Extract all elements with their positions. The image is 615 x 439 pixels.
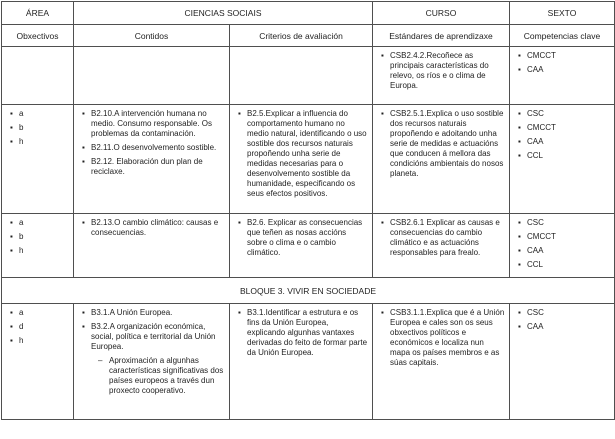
list-item-text: B2.13.O cambio climático: causas e consecuencias. [91, 218, 219, 237]
cell-criterios [230, 105, 373, 214]
cell-obxectivos [2, 105, 74, 214]
square-bullet-icon: ▪ [10, 232, 13, 241]
cell-competencias [510, 304, 615, 420]
square-bullet-icon: ▪ [10, 246, 13, 255]
square-bullet-icon: ▪ [10, 336, 13, 345]
bullet-list [518, 51, 610, 75]
list-item-text: CSB2.5.1.Explica o uso sostible dos recursos naturais propoñendo e adoitando unha serie de medidas e actuacións que conducen á mellora das condicións ambientais do nosos planeta. [390, 109, 504, 178]
list-item [82, 157, 225, 177]
header-curso: CURSO [373, 2, 510, 25]
cell-contidos [74, 214, 230, 278]
cell-estandares [373, 214, 510, 278]
square-bullet-icon: ▪ [10, 322, 13, 331]
bullet-list [10, 109, 69, 147]
list-item [10, 123, 69, 133]
table-header-row-2 [2, 25, 615, 47]
square-bullet-icon: ▪ [518, 65, 521, 74]
row-european-union [2, 304, 615, 420]
cell-criterios [230, 47, 373, 105]
bullet-list [82, 218, 225, 238]
cell-criterios [230, 304, 373, 420]
square-bullet-icon: ▪ [238, 109, 241, 118]
list-item-text: CAA [527, 65, 544, 74]
list-item [518, 109, 610, 119]
list-item-text: CSB2.6.1 Explicar as causas e consecuencias do cambio climático e as actuacións responsables para frealo. [390, 218, 500, 257]
bullet-list [381, 109, 505, 179]
cell-estandares [373, 47, 510, 105]
list-item-text: h [19, 336, 24, 345]
bullet-list [518, 109, 610, 161]
square-bullet-icon: ▪ [518, 123, 521, 132]
square-bullet-icon: ▪ [518, 260, 521, 269]
list-item-text: CMCCT [527, 232, 556, 241]
list-item-text: CMCCT [527, 51, 556, 60]
document-page [0, 1, 615, 439]
bullet-list [82, 308, 225, 396]
list-item-text: CAA [527, 246, 544, 255]
list-item [238, 308, 368, 358]
row-human-intervention [2, 105, 615, 214]
square-bullet-icon: ▪ [518, 137, 521, 146]
dash-marker-icon: – [98, 356, 103, 365]
bullet-list [381, 218, 505, 258]
square-bullet-icon: ▪ [10, 218, 13, 227]
curriculum-table [1, 1, 615, 420]
list-item-text: B3.2.A organización económica, social, política e territorial da Unión Europea. [91, 322, 216, 351]
header-ciencias-sociais: CIENCIAS SOCIAIS [74, 2, 373, 25]
list-item [238, 218, 368, 258]
list-item [82, 109, 225, 139]
square-bullet-icon: ▪ [82, 143, 85, 152]
list-item-text: d [19, 322, 24, 331]
list-item-text: B3.1.Identificar a estrutura e os fins da Unión Europea, explicando algunhas vantaxes derivadas do feito de formar parte da Unión Europea. [247, 308, 368, 357]
bullet-list [82, 109, 225, 177]
square-bullet-icon: ▪ [10, 109, 13, 118]
list-item [518, 322, 610, 332]
square-bullet-icon: ▪ [82, 218, 85, 227]
square-bullet-icon: ▪ [518, 218, 521, 227]
list-item-text: CSC [527, 218, 544, 227]
header-contidos: Contidos [74, 25, 230, 47]
list-item-text: CMCCT [527, 123, 556, 132]
bullet-list [381, 51, 505, 91]
list-item-text: CSB2.4.2.Recoñece as principais características do relevo, os ríos e o clima de Europa. [390, 51, 489, 90]
list-item [518, 123, 610, 133]
list-item-text: B2.6. Explicar as consecuencias que teñen as nosas accións sobre o clima e o cambio climático. [247, 218, 363, 257]
cell-competencias [510, 105, 615, 214]
row-climate-change [2, 214, 615, 278]
list-item-text: CCL [527, 260, 544, 269]
bullet-list [238, 109, 368, 199]
header-sexto: SEXTO [510, 2, 615, 25]
list-item [381, 109, 505, 179]
square-bullet-icon: ▪ [518, 308, 521, 317]
list-item [518, 137, 610, 147]
header-obxectivos: Obxectivos [2, 25, 74, 47]
square-bullet-icon: ▪ [381, 218, 384, 227]
square-bullet-icon: ▪ [518, 51, 521, 60]
list-item-text: b [19, 123, 24, 132]
row-standards-europe [2, 47, 615, 105]
list-item-text: a [19, 308, 24, 317]
list-item [10, 308, 69, 318]
cell-contidos [74, 304, 230, 420]
list-item-text: b [19, 232, 24, 241]
list-item [518, 260, 610, 270]
list-item-text: h [19, 246, 24, 255]
list-item [381, 51, 505, 91]
list-item-text: a [19, 218, 24, 227]
list-item [82, 322, 225, 352]
list-item [518, 151, 610, 161]
cell-criterios [230, 214, 373, 278]
cell-contidos [74, 105, 230, 214]
list-item [82, 308, 225, 318]
list-item [238, 109, 368, 199]
square-bullet-icon: ▪ [10, 123, 13, 132]
bullet-list [238, 218, 368, 258]
list-item [518, 232, 610, 242]
square-bullet-icon: ▪ [82, 109, 85, 118]
cell-competencias [510, 47, 615, 105]
list-item-text: CSB3.1.1.Explica que é a Unión Europea e cales son os seus obxectivos políticos e económicos e localiza nun mapa os países membros e as súas capitais. [390, 308, 505, 367]
table-header-row-1 [2, 2, 615, 25]
list-item-text: CSC [527, 308, 544, 317]
list-item [381, 308, 505, 368]
list-item-text: h [19, 137, 24, 146]
list-item-text: B2.10.A intervención humana no medio. Consumo responsable. Os problemas da contaminación. [91, 109, 212, 138]
bullet-list [10, 308, 69, 346]
cell-competencias [510, 214, 615, 278]
list-item [10, 137, 69, 147]
list-item-text: CCL [527, 151, 544, 160]
cell-obxectivos [2, 214, 74, 278]
list-item [82, 143, 225, 153]
square-bullet-icon: ▪ [518, 322, 521, 331]
list-item [518, 308, 610, 318]
list-item [10, 218, 69, 228]
list-item-text: Aproximación a algunhas características significativas dos países europeos a través dun proxecto cooperativo. [109, 356, 224, 395]
square-bullet-icon: ▪ [238, 308, 241, 317]
square-bullet-icon: ▪ [518, 109, 521, 118]
square-bullet-icon: ▪ [518, 232, 521, 241]
list-item-text: B3.1.A Unión Europea. [91, 308, 173, 317]
list-item [518, 51, 610, 61]
list-item [518, 65, 610, 75]
cell-obxectivos [2, 304, 74, 420]
list-item [10, 336, 69, 346]
list-item [10, 322, 69, 332]
square-bullet-icon: ▪ [238, 218, 241, 227]
bullet-list [10, 218, 69, 256]
list-item [518, 246, 610, 256]
header-area: ÁREA [2, 2, 74, 25]
header-competencias: Competencias clave [510, 25, 615, 47]
square-bullet-icon: ▪ [518, 151, 521, 160]
square-bullet-icon: ▪ [381, 51, 384, 60]
list-item-text: B2.11.O desenvolvemento sostible. [91, 143, 217, 152]
bullet-list [381, 308, 505, 368]
header-criterios: Criterios de avaliación [230, 25, 373, 47]
bloque-3-banner-row [2, 278, 615, 304]
cell-estandares [373, 304, 510, 420]
bloque-3-banner: BLOQUE 3. VIVIR EN SOCIEDADE [2, 278, 615, 304]
list-item [10, 246, 69, 256]
list-item [381, 218, 505, 258]
list-item [98, 356, 225, 396]
square-bullet-icon: ▪ [10, 137, 13, 146]
list-item [10, 232, 69, 242]
square-bullet-icon: ▪ [82, 308, 85, 317]
bullet-list [518, 218, 610, 270]
list-item-text: B2.5.Explicar a influencia do comportamento humano no medio natural, identificando o uso sostible dos recursos naturais propoñendo unha serie de medidas necesarias para o desenvolvemento sostible da humanidade, especificando os seus efectos positivos. [247, 109, 367, 198]
square-bullet-icon: ▪ [381, 308, 384, 317]
list-item-text: CAA [527, 322, 544, 331]
cell-obxectivos [2, 47, 74, 105]
square-bullet-icon: ▪ [82, 322, 85, 331]
cell-contidos [74, 47, 230, 105]
list-item-text: B2.12. Elaboración dun plan de reciclaxe. [91, 157, 203, 176]
list-item [82, 218, 225, 238]
cell-estandares [373, 105, 510, 214]
square-bullet-icon: ▪ [82, 157, 85, 166]
list-item [10, 109, 69, 119]
header-estandares: Estándares de aprendizaxe [373, 25, 510, 47]
bullet-list [238, 308, 368, 358]
list-item-text: CAA [527, 137, 544, 146]
bullet-list [518, 308, 610, 332]
list-item-text: CSC [527, 109, 544, 118]
square-bullet-icon: ▪ [381, 109, 384, 118]
square-bullet-icon: ▪ [518, 246, 521, 255]
list-item [518, 218, 610, 228]
square-bullet-icon: ▪ [10, 308, 13, 317]
list-item-text: a [19, 109, 24, 118]
